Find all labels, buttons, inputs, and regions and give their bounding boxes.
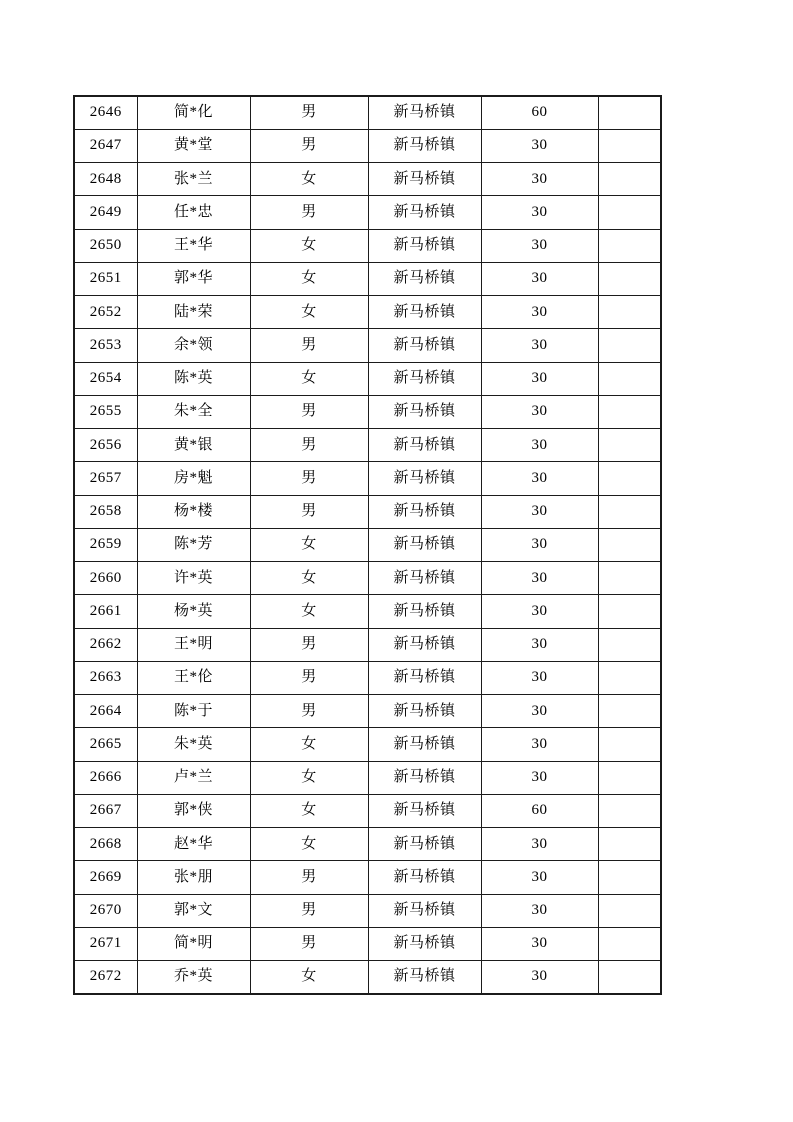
cell-gender: 女 [250, 296, 368, 329]
cell-serial-number: 2646 [74, 96, 137, 129]
cell-town: 新马桥镇 [368, 661, 481, 694]
cell-serial-number: 2658 [74, 495, 137, 528]
cell-name: 任*忠 [137, 196, 250, 229]
cell-note [598, 229, 661, 262]
cell-amount: 30 [481, 196, 598, 229]
cell-town: 新马桥镇 [368, 362, 481, 395]
cell-amount: 30 [481, 262, 598, 295]
cell-gender: 女 [250, 761, 368, 794]
cell-gender: 女 [250, 262, 368, 295]
cell-note [598, 661, 661, 694]
cell-amount: 30 [481, 661, 598, 694]
cell-town: 新马桥镇 [368, 163, 481, 196]
cell-town: 新马桥镇 [368, 495, 481, 528]
cell-note [598, 828, 661, 861]
cell-serial-number: 2669 [74, 861, 137, 894]
cell-name: 王*伦 [137, 661, 250, 694]
cell-amount: 30 [481, 894, 598, 927]
table-row [74, 296, 661, 329]
table-row [74, 229, 661, 262]
table-row [74, 595, 661, 628]
cell-name: 卢*兰 [137, 761, 250, 794]
cell-town: 新马桥镇 [368, 894, 481, 927]
cell-amount: 60 [481, 794, 598, 827]
cell-gender: 男 [250, 628, 368, 661]
cell-gender: 男 [250, 861, 368, 894]
table-row [74, 828, 661, 861]
cell-serial-number: 2657 [74, 462, 137, 495]
cell-name: 黄*银 [137, 429, 250, 462]
cell-town: 新马桥镇 [368, 329, 481, 362]
cell-town: 新马桥镇 [368, 728, 481, 761]
cell-amount: 30 [481, 728, 598, 761]
cell-serial-number: 2660 [74, 562, 137, 595]
cell-name: 王*明 [137, 628, 250, 661]
cell-note [598, 395, 661, 428]
cell-serial-number: 2650 [74, 229, 137, 262]
cell-gender: 男 [250, 894, 368, 927]
cell-note [598, 163, 661, 196]
cell-amount: 60 [481, 96, 598, 129]
cell-town: 新马桥镇 [368, 794, 481, 827]
cell-town: 新马桥镇 [368, 262, 481, 295]
cell-note [598, 362, 661, 395]
cell-town: 新马桥镇 [368, 296, 481, 329]
table-row [74, 894, 661, 927]
table-row [74, 462, 661, 495]
cell-amount: 30 [481, 695, 598, 728]
cell-gender: 男 [250, 927, 368, 960]
cell-serial-number: 2665 [74, 728, 137, 761]
cell-town: 新马桥镇 [368, 761, 481, 794]
cell-name: 杨*楼 [137, 495, 250, 528]
cell-serial-number: 2652 [74, 296, 137, 329]
cell-town: 新马桥镇 [368, 828, 481, 861]
cell-town: 新马桥镇 [368, 595, 481, 628]
cell-serial-number: 2666 [74, 761, 137, 794]
table-row [74, 927, 661, 960]
cell-name: 赵*华 [137, 828, 250, 861]
table-row [74, 262, 661, 295]
table-row [74, 761, 661, 794]
cell-gender: 男 [250, 395, 368, 428]
cell-serial-number: 2668 [74, 828, 137, 861]
cell-gender: 男 [250, 429, 368, 462]
table-row [74, 628, 661, 661]
cell-town: 新马桥镇 [368, 462, 481, 495]
cell-serial-number: 2648 [74, 163, 137, 196]
table-row [74, 429, 661, 462]
cell-note [598, 562, 661, 595]
cell-town: 新马桥镇 [368, 429, 481, 462]
cell-name: 朱*英 [137, 728, 250, 761]
cell-town: 新马桥镇 [368, 196, 481, 229]
cell-gender: 男 [250, 661, 368, 694]
cell-town: 新马桥镇 [368, 562, 481, 595]
cell-serial-number: 2659 [74, 528, 137, 561]
cell-name: 张*朋 [137, 861, 250, 894]
cell-serial-number: 2656 [74, 429, 137, 462]
cell-serial-number: 2671 [74, 927, 137, 960]
table-row [74, 129, 661, 162]
cell-serial-number: 2667 [74, 794, 137, 827]
cell-town: 新马桥镇 [368, 927, 481, 960]
table-row [74, 395, 661, 428]
cell-amount: 30 [481, 362, 598, 395]
cell-serial-number: 2670 [74, 894, 137, 927]
cell-note [598, 894, 661, 927]
table-row [74, 329, 661, 362]
table-row [74, 695, 661, 728]
cell-amount: 30 [481, 595, 598, 628]
cell-gender: 女 [250, 828, 368, 861]
cell-gender: 男 [250, 96, 368, 129]
cell-gender: 女 [250, 229, 368, 262]
cell-serial-number: 2655 [74, 395, 137, 428]
cell-name: 房*魁 [137, 462, 250, 495]
table-row [74, 661, 661, 694]
cell-amount: 30 [481, 163, 598, 196]
table-row [74, 495, 661, 528]
cell-serial-number: 2654 [74, 362, 137, 395]
cell-town: 新马桥镇 [368, 961, 481, 994]
cell-serial-number: 2651 [74, 262, 137, 295]
cell-serial-number: 2653 [74, 329, 137, 362]
cell-gender: 女 [250, 595, 368, 628]
table-row [74, 794, 661, 827]
cell-note [598, 129, 661, 162]
cell-amount: 30 [481, 129, 598, 162]
cell-name: 杨*英 [137, 595, 250, 628]
cell-note [598, 695, 661, 728]
beneficiary-table [73, 95, 662, 995]
cell-gender: 女 [250, 362, 368, 395]
cell-name: 陈*芳 [137, 528, 250, 561]
cell-note [598, 528, 661, 561]
table-row [74, 96, 661, 129]
cell-serial-number: 2663 [74, 661, 137, 694]
cell-amount: 30 [481, 296, 598, 329]
cell-note [598, 728, 661, 761]
table-row [74, 861, 661, 894]
cell-name: 简*明 [137, 927, 250, 960]
cell-amount: 30 [481, 429, 598, 462]
cell-name: 郭*华 [137, 262, 250, 295]
cell-amount: 30 [481, 528, 598, 561]
cell-note [598, 628, 661, 661]
cell-gender: 女 [250, 728, 368, 761]
cell-gender: 男 [250, 495, 368, 528]
cell-name: 郭*文 [137, 894, 250, 927]
cell-name: 陈*英 [137, 362, 250, 395]
cell-name: 陆*荣 [137, 296, 250, 329]
cell-gender: 女 [250, 163, 368, 196]
cell-amount: 30 [481, 628, 598, 661]
cell-amount: 30 [481, 828, 598, 861]
cell-note [598, 595, 661, 628]
cell-amount: 30 [481, 495, 598, 528]
cell-serial-number: 2672 [74, 961, 137, 994]
cell-gender: 女 [250, 528, 368, 561]
cell-town: 新马桥镇 [368, 695, 481, 728]
cell-name: 余*领 [137, 329, 250, 362]
cell-amount: 30 [481, 927, 598, 960]
cell-amount: 30 [481, 562, 598, 595]
cell-serial-number: 2649 [74, 196, 137, 229]
table-row [74, 728, 661, 761]
cell-amount: 30 [481, 761, 598, 794]
table-row [74, 961, 661, 994]
cell-name: 乔*英 [137, 961, 250, 994]
cell-serial-number: 2664 [74, 695, 137, 728]
cell-amount: 30 [481, 861, 598, 894]
table-row [74, 362, 661, 395]
cell-name: 郭*侠 [137, 794, 250, 827]
cell-name: 王*华 [137, 229, 250, 262]
cell-town: 新马桥镇 [368, 129, 481, 162]
cell-amount: 30 [481, 229, 598, 262]
cell-serial-number: 2661 [74, 595, 137, 628]
cell-note [598, 96, 661, 129]
cell-note [598, 262, 661, 295]
cell-note [598, 761, 661, 794]
cell-note [598, 495, 661, 528]
cell-gender: 男 [250, 196, 368, 229]
cell-amount: 30 [481, 462, 598, 495]
cell-town: 新马桥镇 [368, 96, 481, 129]
cell-name: 张*兰 [137, 163, 250, 196]
cell-gender: 男 [250, 695, 368, 728]
cell-amount: 30 [481, 961, 598, 994]
cell-note [598, 794, 661, 827]
cell-gender: 男 [250, 462, 368, 495]
cell-town: 新马桥镇 [368, 229, 481, 262]
cell-amount: 30 [481, 395, 598, 428]
cell-note [598, 961, 661, 994]
cell-town: 新马桥镇 [368, 628, 481, 661]
cell-name: 简*化 [137, 96, 250, 129]
table-row [74, 196, 661, 229]
cell-gender: 女 [250, 562, 368, 595]
cell-note [598, 296, 661, 329]
cell-name: 朱*全 [137, 395, 250, 428]
cell-name: 许*英 [137, 562, 250, 595]
cell-amount: 30 [481, 329, 598, 362]
cell-gender: 女 [250, 794, 368, 827]
cell-town: 新马桥镇 [368, 861, 481, 894]
cell-gender: 女 [250, 961, 368, 994]
table-row [74, 163, 661, 196]
table-row [74, 528, 661, 561]
cell-gender: 男 [250, 329, 368, 362]
table-row [74, 562, 661, 595]
table-body [74, 96, 661, 994]
cell-serial-number: 2662 [74, 628, 137, 661]
cell-gender: 男 [250, 129, 368, 162]
cell-note [598, 462, 661, 495]
cell-note [598, 861, 661, 894]
cell-note [598, 329, 661, 362]
cell-town: 新马桥镇 [368, 528, 481, 561]
cell-name: 黄*堂 [137, 129, 250, 162]
cell-name: 陈*于 [137, 695, 250, 728]
cell-note [598, 196, 661, 229]
cell-serial-number: 2647 [74, 129, 137, 162]
cell-note [598, 429, 661, 462]
cell-note [598, 927, 661, 960]
cell-town: 新马桥镇 [368, 395, 481, 428]
